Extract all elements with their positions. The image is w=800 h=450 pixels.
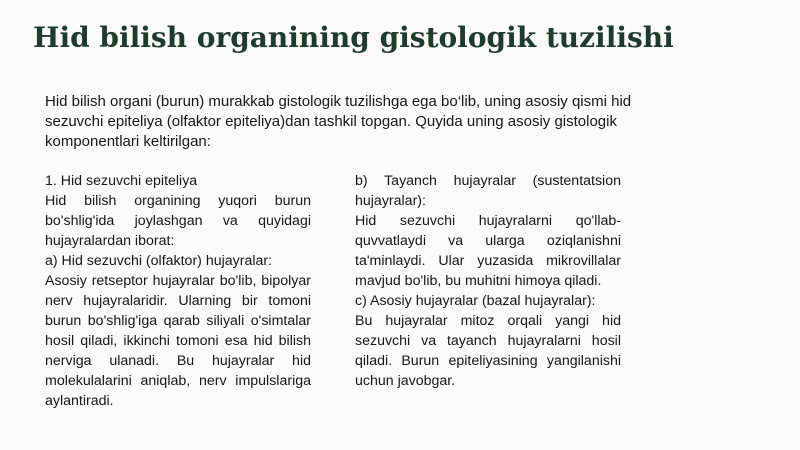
subheading-supporting-cells: b) Tayanch hujayralar (sustentatsion hujayralar): (355, 173, 621, 209)
slide-title: Hid bilish organining gistologik tuzilishi (33, 21, 674, 54)
subheading-basal-cells: c) Asosiy hujayralar (bazal hujayralar): (355, 293, 596, 309)
section-heading-olfactory-epithelium: 1. Hid sezuvchi epiteliya (45, 173, 198, 189)
olfactory-cells-description: Asosiy retseptor hujayralar bo'lib, bipolyar nerv hujayralaridir. Ularning bir tomoni burun bo'shlig'iga qarab siliyali o'simtalar hosil qiladi, ikkinchi tomoni esa hid bilish nerviga ulanadi. Bu hujayralar hid molekulalarini aniqlab, nerv impulslariga aylantiradi. (45, 273, 311, 409)
supporting-cells-description: Hid sezuvchi hujayralarni qo'llab-quvvatlaydi va ularga oziqlanishni ta'minlaydi. Ular yuzasida mikrovillalar mavjud bo'lib, bu muhitni himoya qiladi. (355, 213, 621, 289)
subheading-olfactory-cells: a) Hid sezuvchi (olfaktor) hujayralar: (45, 253, 273, 269)
left-column (45, 171, 311, 411)
right-column (355, 171, 621, 391)
intro-paragraph: Hid bilish organi (burun) murakkab gistologik tuzilishga ega bo‘lib, uning asosiy qismi hid sezuvchi epiteliya (olfaktor epiteliya)dan tashkil topgan. Quyida uning asosiy gistologik komponentlari keltirilgan: (45, 93, 632, 150)
section-intro-text: Hid bilish organining yuqori burun bo'shlig'ida joylashgan va quyidagi hujayralardan iborat: (45, 193, 311, 249)
basal-cells-description: Bu hujayralar mitoz orqali yangi hid sezuvchi va tayanch hujayralarni hosil qiladi. Burun epiteliyasining yangilanishi uchun javobgar. (355, 313, 621, 389)
